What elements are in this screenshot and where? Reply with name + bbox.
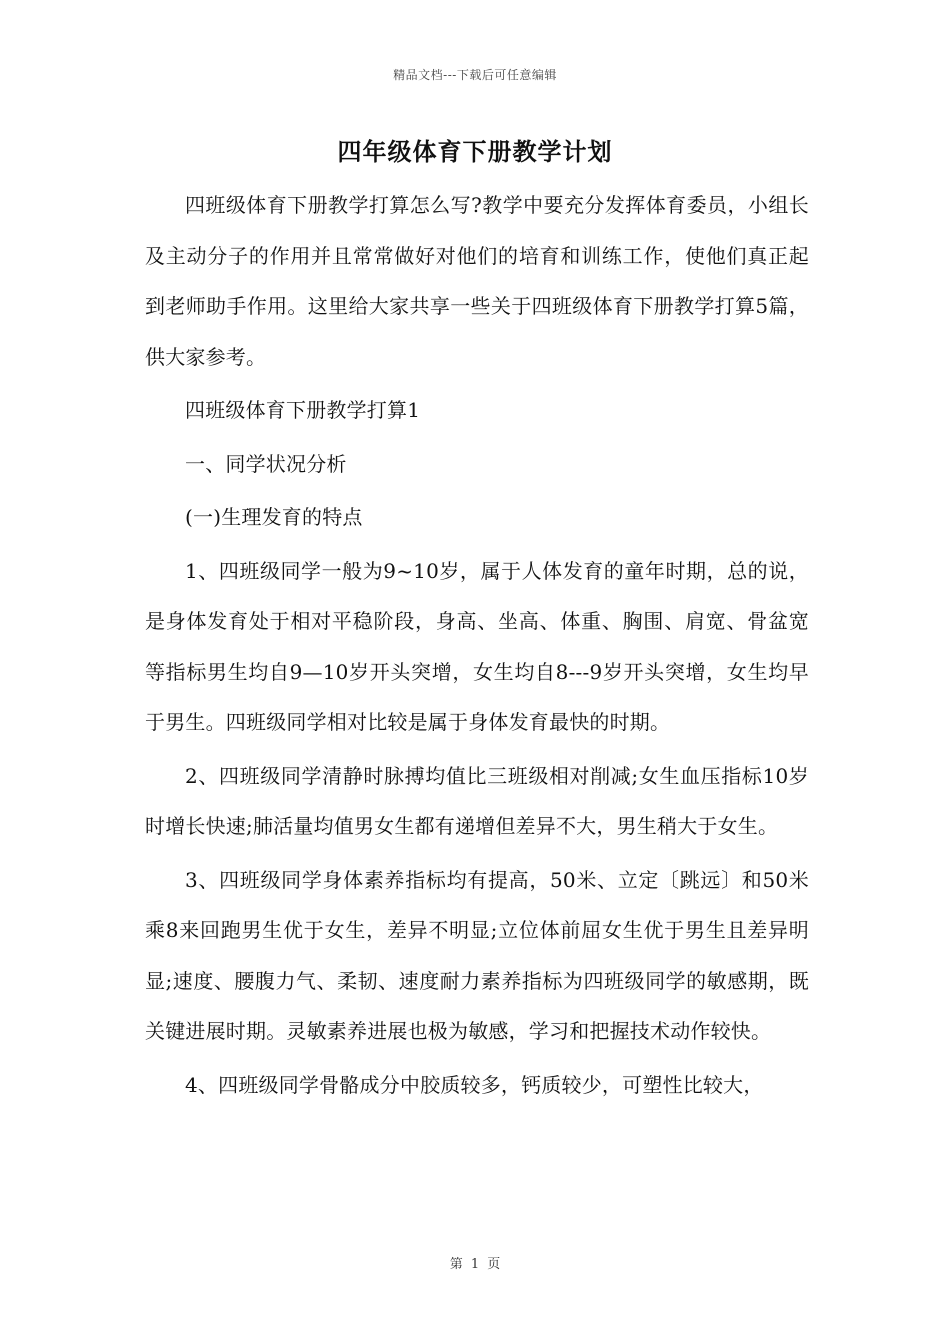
paragraph-point-3: 3、四班级同学身体素养指标均有提高，50米、立定〔跳远〕和50米乘8来回跑男生优于女生，差异不明显;立位体前屈女生优于男生且差异明显;速度、腰腹力气、柔韧、速度耐力素养指标为四班级同学的敏感期，既关键进展时期。灵敏素养进展也极为敏感，学习和把握技术动作较快。 (145, 867, 809, 1043)
paragraph-point-4: 4、四班级同学骨骼成分中胶质较多，钙质较少，可塑性比较大， (185, 1072, 764, 1097)
document-body (145, 180, 809, 1113)
section-heading-plan-1: 四班级体育下册教学打算1 (185, 398, 421, 422)
paragraph-point-1: 1、四班级同学一般为9~10岁，属于人体发育的童年时期，总的说，是身体发育处于相对平稳阶段，身高、坐高、体重、胸围、肩宽、骨盆宽等指标男生均自9—10岁开头突增，女生均自8---9岁开头突增，女生均早于男生。四班级同学相对比较是属于身体发育最快的时期。 (145, 558, 809, 734)
subsection-heading-physiology: (一)生理发育的特点 (185, 505, 363, 529)
paragraph-intro: 四班级体育下册教学打算怎么写?教学中要充分发挥体育委员，小组长及主动分子的作用并且常常做好对他们的培育和训练工作，使他们真正起到老师助手作用。这里给大家共享一些关于四班级体育下册教学打算5篇，供大家参考。 (145, 193, 809, 369)
section-heading-student-analysis: 一、同学状况分析 (185, 451, 347, 476)
page-header: 精品文档---下载后可任意编辑 (393, 68, 557, 82)
document-title: 四年级体育下册教学计划 (337, 137, 613, 166)
page-number: 第 1 页 (449, 1257, 501, 1272)
paragraph-point-2: 2、四班级同学清静时脉搏均值比三班级相对削减;女生血压指标10岁时增长快速;肺活量均值男女生都有递增但差异不大，男生稍大于女生。 (145, 763, 809, 838)
